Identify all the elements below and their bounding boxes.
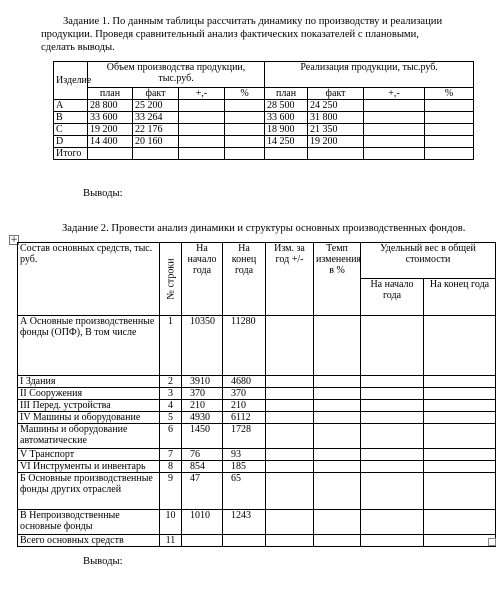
composition-cell: I Здания bbox=[18, 376, 160, 388]
conclusions-label: Выводы: bbox=[83, 188, 123, 199]
begin-value-cell: 10350 bbox=[182, 316, 223, 376]
value-cell bbox=[425, 148, 474, 160]
begin-value-cell: 4930 bbox=[182, 412, 223, 424]
composition-cell: Всего основных средств bbox=[18, 535, 160, 547]
row-number-cell: 8 bbox=[160, 461, 182, 473]
row-number-cell: 6 bbox=[160, 424, 182, 449]
share-begin-cell bbox=[361, 510, 424, 535]
value-cell: 33 600 bbox=[88, 112, 133, 124]
composition-cell: В Непроизводственные основные фонды bbox=[18, 510, 160, 535]
growth-cell bbox=[314, 510, 361, 535]
value-cell bbox=[88, 148, 133, 160]
table-row bbox=[18, 376, 496, 388]
growth-cell bbox=[314, 535, 361, 547]
share-begin-cell bbox=[361, 473, 424, 510]
value-cell bbox=[225, 124, 265, 136]
composition-cell: Машины и оборудование автоматические bbox=[18, 424, 160, 449]
table-row bbox=[18, 400, 496, 412]
change-cell bbox=[266, 316, 314, 376]
composition-cell: IV Машины и оборудование bbox=[18, 412, 160, 424]
growth-cell bbox=[314, 376, 361, 388]
value-cell: 14 400 bbox=[88, 136, 133, 148]
conclusions-label: Выводы: bbox=[83, 556, 123, 567]
end-value-cell: 1728 bbox=[223, 424, 266, 449]
end-value-cell: 210 bbox=[223, 400, 266, 412]
share-end-cell bbox=[424, 535, 496, 547]
end-value-cell: 1243 bbox=[223, 510, 266, 535]
value-cell bbox=[179, 124, 225, 136]
task1-line: Задание 1. По данным таблицы рассчитать динамику по производству и реализации bbox=[63, 16, 443, 27]
fixed-assets-table bbox=[17, 242, 496, 547]
value-cell bbox=[425, 124, 474, 136]
table-row bbox=[54, 148, 474, 160]
value-cell bbox=[425, 100, 474, 112]
row-number-cell: 2 bbox=[160, 376, 182, 388]
share-begin-cell bbox=[361, 535, 424, 547]
table-row bbox=[54, 124, 474, 136]
end-value-cell: 11280 bbox=[223, 316, 266, 376]
share-begin-cell bbox=[361, 412, 424, 424]
value-cell: 24 250 bbox=[308, 100, 364, 112]
growth-cell bbox=[314, 473, 361, 510]
share-end-cell bbox=[424, 412, 496, 424]
growth-cell bbox=[314, 461, 361, 473]
change-header: Изм. за год +/- bbox=[266, 243, 314, 316]
begin-value-cell bbox=[182, 535, 223, 547]
task2-title: Задание 2. Провести анализ динамики и структуры основных производственных фондов. bbox=[62, 223, 466, 234]
table-row bbox=[54, 136, 474, 148]
end-value-cell: 65 bbox=[223, 473, 266, 510]
share-begin-cell bbox=[361, 376, 424, 388]
item-cell: С bbox=[54, 124, 88, 136]
value-cell: 18 900 bbox=[265, 124, 308, 136]
sub-header: % bbox=[225, 88, 265, 100]
col-item-header: Изделие bbox=[54, 62, 88, 100]
value-cell bbox=[364, 124, 425, 136]
sub-header: факт bbox=[308, 88, 364, 100]
change-cell bbox=[266, 473, 314, 510]
value-cell bbox=[364, 112, 425, 124]
share-end-cell bbox=[424, 424, 496, 449]
growth-cell bbox=[314, 316, 361, 376]
value-cell bbox=[179, 100, 225, 112]
table-row bbox=[54, 100, 474, 112]
value-cell bbox=[364, 136, 425, 148]
row-number-cell: 3 bbox=[160, 388, 182, 400]
item-cell: Итого bbox=[54, 148, 88, 160]
table-resize-handle[interactable] bbox=[488, 538, 496, 546]
table-row bbox=[54, 112, 474, 124]
item-cell: D bbox=[54, 136, 88, 148]
share-begin-cell bbox=[361, 400, 424, 412]
group-production-header: Объем производства продукции, тыс.руб. bbox=[88, 62, 265, 88]
value-cell: 33 600 bbox=[265, 112, 308, 124]
change-cell bbox=[266, 449, 314, 461]
growth-cell bbox=[314, 449, 361, 461]
share-end-cell bbox=[424, 388, 496, 400]
value-cell: 28 500 bbox=[265, 100, 308, 112]
growth-cell bbox=[314, 400, 361, 412]
end-value-cell: 185 bbox=[223, 461, 266, 473]
begin-value-cell: 47 bbox=[182, 473, 223, 510]
table-row bbox=[18, 388, 496, 400]
value-cell bbox=[179, 136, 225, 148]
sub-header: план bbox=[88, 88, 133, 100]
share-end-header: На конец года bbox=[424, 279, 496, 316]
composition-cell: V Транспорт bbox=[18, 449, 160, 461]
share-end-cell bbox=[424, 376, 496, 388]
value-cell: 21 350 bbox=[308, 124, 364, 136]
end-year-header: На конец года bbox=[223, 243, 266, 316]
begin-value-cell: 1010 bbox=[182, 510, 223, 535]
value-cell bbox=[425, 112, 474, 124]
row-number-cell: 5 bbox=[160, 412, 182, 424]
value-cell: 31 800 bbox=[308, 112, 364, 124]
growth-rate-header: Темп изменения в % bbox=[314, 243, 361, 316]
value-cell bbox=[265, 148, 308, 160]
growth-cell bbox=[314, 424, 361, 449]
begin-value-cell: 370 bbox=[182, 388, 223, 400]
share-end-cell bbox=[424, 473, 496, 510]
begin-value-cell: 3910 bbox=[182, 376, 223, 388]
value-cell: 20 160 bbox=[133, 136, 179, 148]
production-sales-table bbox=[53, 61, 474, 160]
share-group-header: Удельный вес в общей стоимости bbox=[361, 243, 496, 279]
end-value-cell bbox=[223, 535, 266, 547]
group-sales-header: Реализация продукции, тыс.руб. bbox=[265, 62, 474, 88]
composition-cell: II Сооружения bbox=[18, 388, 160, 400]
row-no-header-label: № строки bbox=[165, 258, 176, 300]
value-cell bbox=[225, 112, 265, 124]
composition-cell: Б Основные производственные фонды других отраслей bbox=[18, 473, 160, 510]
row-no-header bbox=[160, 243, 182, 316]
table-row bbox=[18, 535, 496, 547]
value-cell: 22 176 bbox=[133, 124, 179, 136]
value-cell bbox=[225, 148, 265, 160]
value-cell bbox=[225, 136, 265, 148]
task1-text bbox=[41, 15, 474, 54]
value-cell bbox=[133, 148, 179, 160]
task1-line: продукции. Проведя сравнительный анализ фактических показателей с плановыми, bbox=[41, 29, 419, 40]
change-cell bbox=[266, 388, 314, 400]
change-cell bbox=[266, 400, 314, 412]
value-cell bbox=[425, 136, 474, 148]
item-cell: А bbox=[54, 100, 88, 112]
composition-cell: А Основные производственные фонды (ОПФ), В том числе bbox=[18, 316, 160, 376]
table-row bbox=[18, 412, 496, 424]
share-begin-cell bbox=[361, 316, 424, 376]
growth-cell bbox=[314, 388, 361, 400]
row-number-cell: 4 bbox=[160, 400, 182, 412]
row-number-cell: 1 bbox=[160, 316, 182, 376]
share-end-cell bbox=[424, 461, 496, 473]
table-row bbox=[18, 510, 496, 535]
end-value-cell: 6112 bbox=[223, 412, 266, 424]
share-begin-cell bbox=[361, 424, 424, 449]
task1-line: сделать выводы. bbox=[41, 42, 115, 53]
sub-header: +,- bbox=[179, 88, 225, 100]
share-end-cell bbox=[424, 510, 496, 535]
change-cell bbox=[266, 510, 314, 535]
sub-header: план bbox=[265, 88, 308, 100]
table-row bbox=[18, 473, 496, 510]
value-cell bbox=[308, 148, 364, 160]
share-begin-cell bbox=[361, 449, 424, 461]
table-row bbox=[18, 316, 496, 376]
begin-value-cell: 1450 bbox=[182, 424, 223, 449]
begin-year-header: На начало года bbox=[182, 243, 223, 316]
value-cell: 33 264 bbox=[133, 112, 179, 124]
table-row bbox=[18, 424, 496, 449]
end-value-cell: 4680 bbox=[223, 376, 266, 388]
row-number-cell: 7 bbox=[160, 449, 182, 461]
item-cell: В bbox=[54, 112, 88, 124]
sub-header: % bbox=[425, 88, 474, 100]
value-cell: 14 250 bbox=[265, 136, 308, 148]
value-cell bbox=[364, 100, 425, 112]
value-cell bbox=[225, 100, 265, 112]
value-cell: 19 200 bbox=[308, 136, 364, 148]
composition-header: Состав основных средств, тыс. руб. bbox=[18, 243, 160, 316]
sub-header: +,- bbox=[364, 88, 425, 100]
value-cell bbox=[179, 148, 225, 160]
row-number-cell: 10 bbox=[160, 510, 182, 535]
begin-value-cell: 210 bbox=[182, 400, 223, 412]
composition-cell: VI Инструменты и инвентарь bbox=[18, 461, 160, 473]
begin-value-cell: 76 bbox=[182, 449, 223, 461]
row-number-cell: 9 bbox=[160, 473, 182, 510]
value-cell: 25 200 bbox=[133, 100, 179, 112]
share-begin-cell bbox=[361, 461, 424, 473]
row-number-cell: 11 bbox=[160, 535, 182, 547]
share-begin-header: На начало года bbox=[361, 279, 424, 316]
end-value-cell: 93 bbox=[223, 449, 266, 461]
share-end-cell bbox=[424, 316, 496, 376]
share-end-cell bbox=[424, 449, 496, 461]
table-row bbox=[18, 449, 496, 461]
value-cell bbox=[179, 112, 225, 124]
change-cell bbox=[266, 424, 314, 449]
sub-header: факт bbox=[133, 88, 179, 100]
composition-cell: III Перед. устройства bbox=[18, 400, 160, 412]
share-begin-cell bbox=[361, 388, 424, 400]
value-cell bbox=[364, 148, 425, 160]
table-move-handle-icon[interactable]: + bbox=[10, 235, 18, 245]
change-cell bbox=[266, 461, 314, 473]
value-cell: 19 200 bbox=[88, 124, 133, 136]
change-cell bbox=[266, 376, 314, 388]
begin-value-cell: 854 bbox=[182, 461, 223, 473]
value-cell: 28 800 bbox=[88, 100, 133, 112]
table-row bbox=[18, 461, 496, 473]
share-end-cell bbox=[424, 400, 496, 412]
end-value-cell: 370 bbox=[223, 388, 266, 400]
change-cell bbox=[266, 412, 314, 424]
growth-cell bbox=[314, 412, 361, 424]
change-cell bbox=[266, 535, 314, 547]
